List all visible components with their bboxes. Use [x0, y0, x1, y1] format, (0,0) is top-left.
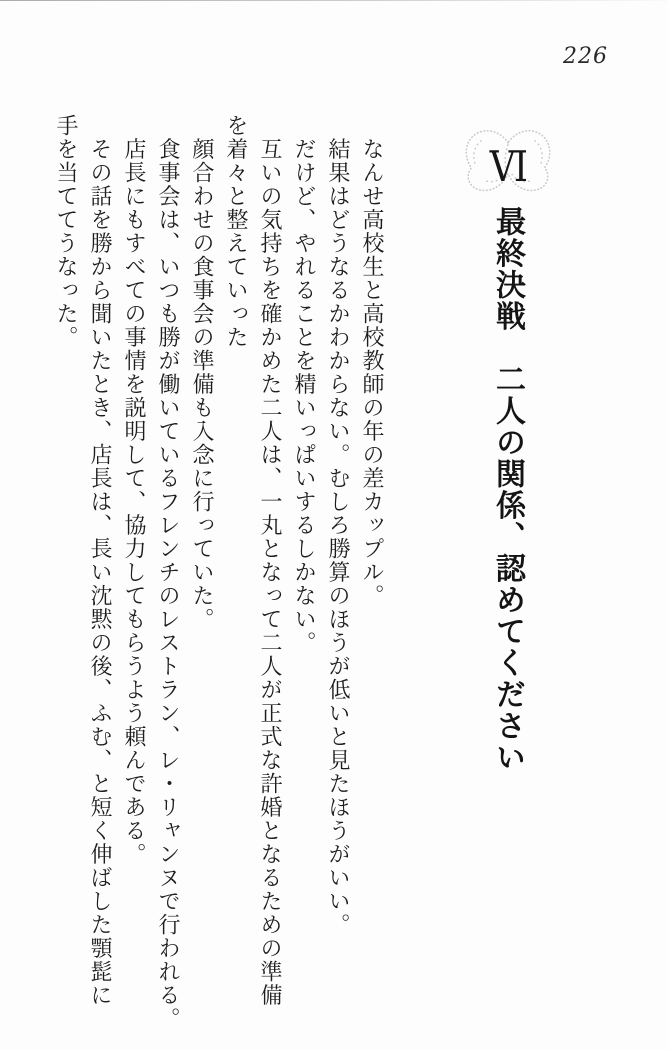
text-column: 店長にもすべての事情を説明して、協力してもらうよう頼んである。 [121, 114, 146, 866]
text-column: 結果はどうなるかわからない。むしろ勝算のほうが低いと見たほうがいい。 [325, 114, 350, 937]
text-column: その話を勝から聞いたとき、店長は、長い沈黙の後、ふむ、と短く伸ばした顎髭に [87, 114, 112, 1007]
chapter-title: 最終決戦 二人の関係、認めてください [490, 206, 525, 773]
page-number: 226 [563, 44, 608, 69]
scan-artifact-line [0, 0, 668, 1]
text-column: を着々と整えていった [223, 114, 248, 349]
text-column: だけど、やれることを精いっぱいするしかない。 [291, 114, 316, 655]
text-column: 手を当ててうなった。 [53, 114, 78, 349]
chapter-number: VI [489, 142, 527, 191]
text-column: 顔合わせの食事会の準備も入念に行っていた。 [189, 114, 214, 631]
body-text-block [48, 114, 388, 1029]
text-column: 互いの気持ちを確かめた二人は、一丸となって二人が正式な許婚となるための準備 [257, 114, 282, 1007]
text-column: 食事会は、いつも勝が働いているフレンチのレストラン、レ・リャンヌで行われる。 [155, 114, 180, 1031]
text-column: なんせ高校生と高校教師の年の差カップル。 [359, 114, 384, 608]
